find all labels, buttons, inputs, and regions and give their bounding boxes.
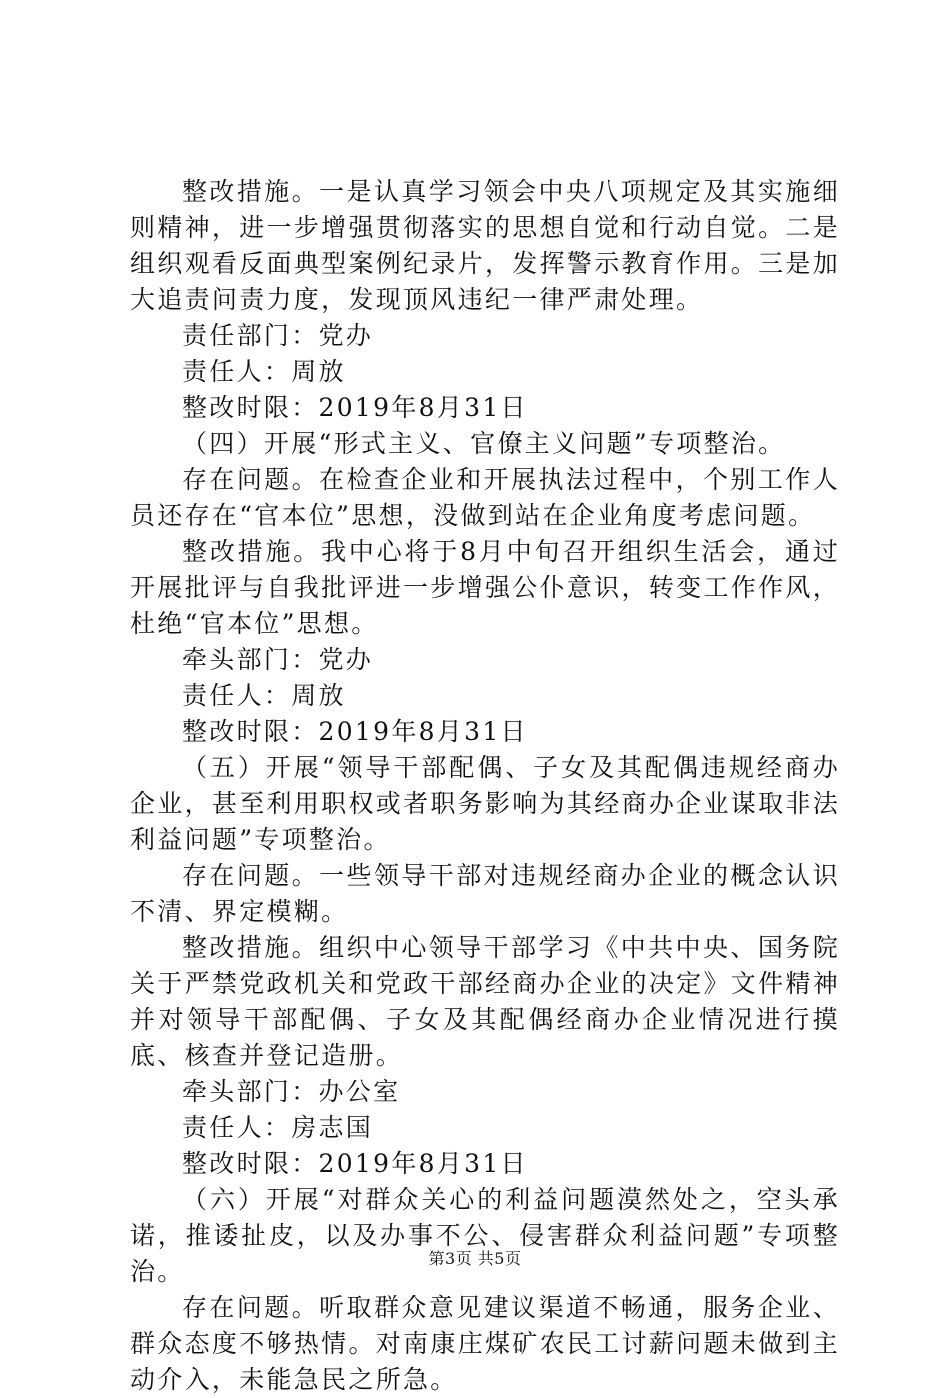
paragraph-lead-department: 牵头部门：办公室 [182,1077,401,1106]
paragraph-rectification-measures: 整改措施。我中心将于8月中旬召开组织生活会，通过开展批评与自我批评进一步增强公仆意识，转变工作作风，杜绝“官本位”思想。 [130,537,840,638]
paragraph-section-five-heading: （五）开展“领导干部配偶、子女及其配偶违规经商办企业，甚至利用职权或者职务影响为其经商办企业谋取非法利益问题”专项整治。 [130,753,840,854]
paragraph-deadline: 整改时限：2019年8月31日 [182,1149,528,1178]
paragraph-deadline: 整改时限：2019年8月31日 [182,717,528,746]
paragraph-rectification-measures: 整改措施。组织中心领导干部学习《中共中央、国务院关于严禁党政机关和党政干部经商办企业的决定》文件精神并对领导干部配偶、子女及其配偶经商办企业情况进行摸底、核查并登记造册。 [130,933,840,1070]
paragraph-deadline: 整改时限：2019年8月31日 [182,393,528,422]
paragraph-responsible-person: 责任人：周放 [182,681,346,710]
paragraph-responsible-person: 责任人：周放 [182,357,346,386]
paragraph-section-six-heading: （六）开展“对群众关心的利益问题漠然处之，空头承诺，推诿扯皮，以及办事不公、侵害群众利益问题”专项整治。 [130,1185,840,1286]
paragraph-section-four-heading: （四）开展“形式主义、官僚主义问题”专项整治。 [182,429,786,458]
paragraph-existing-problems: 存在问题。一些领导干部对违规经商办企业的概念认识不清、界定模糊。 [130,861,840,926]
paragraph-lead-department: 牵头部门：党办 [182,645,374,674]
paragraph-responsible-person: 责任人：房志国 [182,1113,374,1142]
paragraph-rectification-measures: 整改措施。一是认真学习领会中央八项规定及其实施细则精神，进一步增强贯彻落实的思想自觉和行动自觉。二是组织观看反面典型案例纪录片，发挥警示教育作用。三是加大追责问责力度，发现顶风违纪一律严肃处理。 [130,177,840,314]
paragraph-responsible-department: 责任部门：党办 [182,321,374,350]
paragraph-existing-problems: 存在问题。听取群众意见建议渠道不畅通，服务企业、群众态度不够热情。对南康庄煤矿农民工讨薪问题未做到主动介入，未能急民之所急。 [130,1293,840,1394]
document-body [130,174,840,1398]
page-number-footer: 第3页 共5页 [428,1249,522,1268]
paragraph-existing-problems: 存在问题。在检查企业和开展执法过程中，个别工作人员还存在“官本位”思想，没做到站在企业角度考虑问题。 [130,465,840,530]
